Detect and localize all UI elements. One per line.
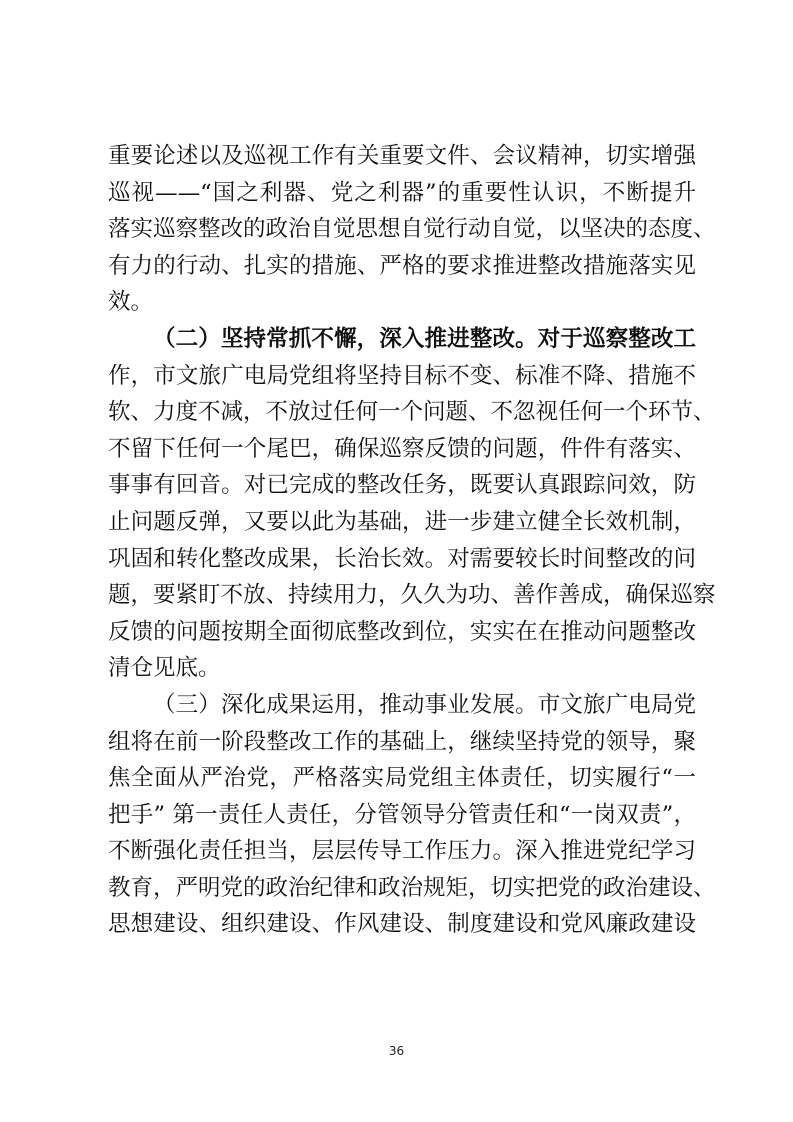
paragraph-3-line-3: 焦全面从严治党，严格落实局党组主体责任，切实履行“一 [108,765,696,792]
paragraph-1-line-1: 重要论述以及巡视工作有关重要文件、会议精神，切实增强 [108,143,696,169]
body-text [108,138,716,943]
paragraph-3-line-7: 思想建设、组织建设、作风建设、制度建设和党风廉政建设 [108,911,696,938]
paragraph-2-line-9: 反馈的问题按期全面彻底整改到位，实实在在推动问题整改 [108,618,696,645]
paragraph-3-line-5: 不断强化责任担当，层层传导工作压力。深入推进党纪学习 [108,838,696,865]
paragraph-3-line-6: 教育，严明党的政治纪律和政治规矩，切实把党的政治建设、 [108,874,716,901]
paragraph-3-line-4: 把手” 第一责任人责任，分管领导分管责任和“一岗双责”， [108,801,696,828]
paragraph-2-line-2: 作，市文旅广电局党组将坚持目标不变、标准不降、措施不 [108,362,696,389]
paragraph-2-line-1: （二）坚持常抓不懈，深入推进整改。对于巡察整改工 [153,325,696,352]
paragraph-3-line-1: （三）深化成果运用，推动事业发展。市文旅广电局党 [153,691,696,718]
paragraph-2-line-4: 不留下任何一个尾巴，确保巡察反馈的问题，件件有落实、 [108,435,696,462]
paragraph-2-line-7: 巩固和转化整改成果，长治长效。对需要较长时间整改的问 [108,545,696,572]
paragraph-2-line-3: 软、力度不减，不放过任何一个问题、不忽视任何一个环节、 [108,399,716,426]
paragraph-2-line-10: 清仓见底。 [108,655,221,682]
paragraph-1-line-5: 效。 [108,289,154,316]
paragraph-1-line-2: 巡视——“国之利器、党之利器”的重要性认识，不断提升 [108,179,696,206]
paragraph-2-line-5: 事事有回音。对已完成的整改任务，既要认真跟踪问效，防 [108,472,696,499]
paragraph-2-line-8: 题，要紧盯不放、持续用力，久久为功、善作善成，确保巡察 [108,582,716,609]
page-number: 36 [388,1044,405,1058]
paragraph-1-line-3: 落实巡察整改的政治自觉思想自觉行动自觉，以坚决的态度、 [108,216,716,243]
paragraph-2-line-6: 止问题反弹，又要以此为基础，进一步建立健全长效机制， [108,508,696,535]
paragraph-1-line-4: 有力的行动、扎实的措施、严格的要求推进整改措施落实见 [108,252,696,279]
paragraph-3-line-2: 组将在前一阶段整改工作的基础上，继续坚持党的领导，聚 [108,728,696,755]
